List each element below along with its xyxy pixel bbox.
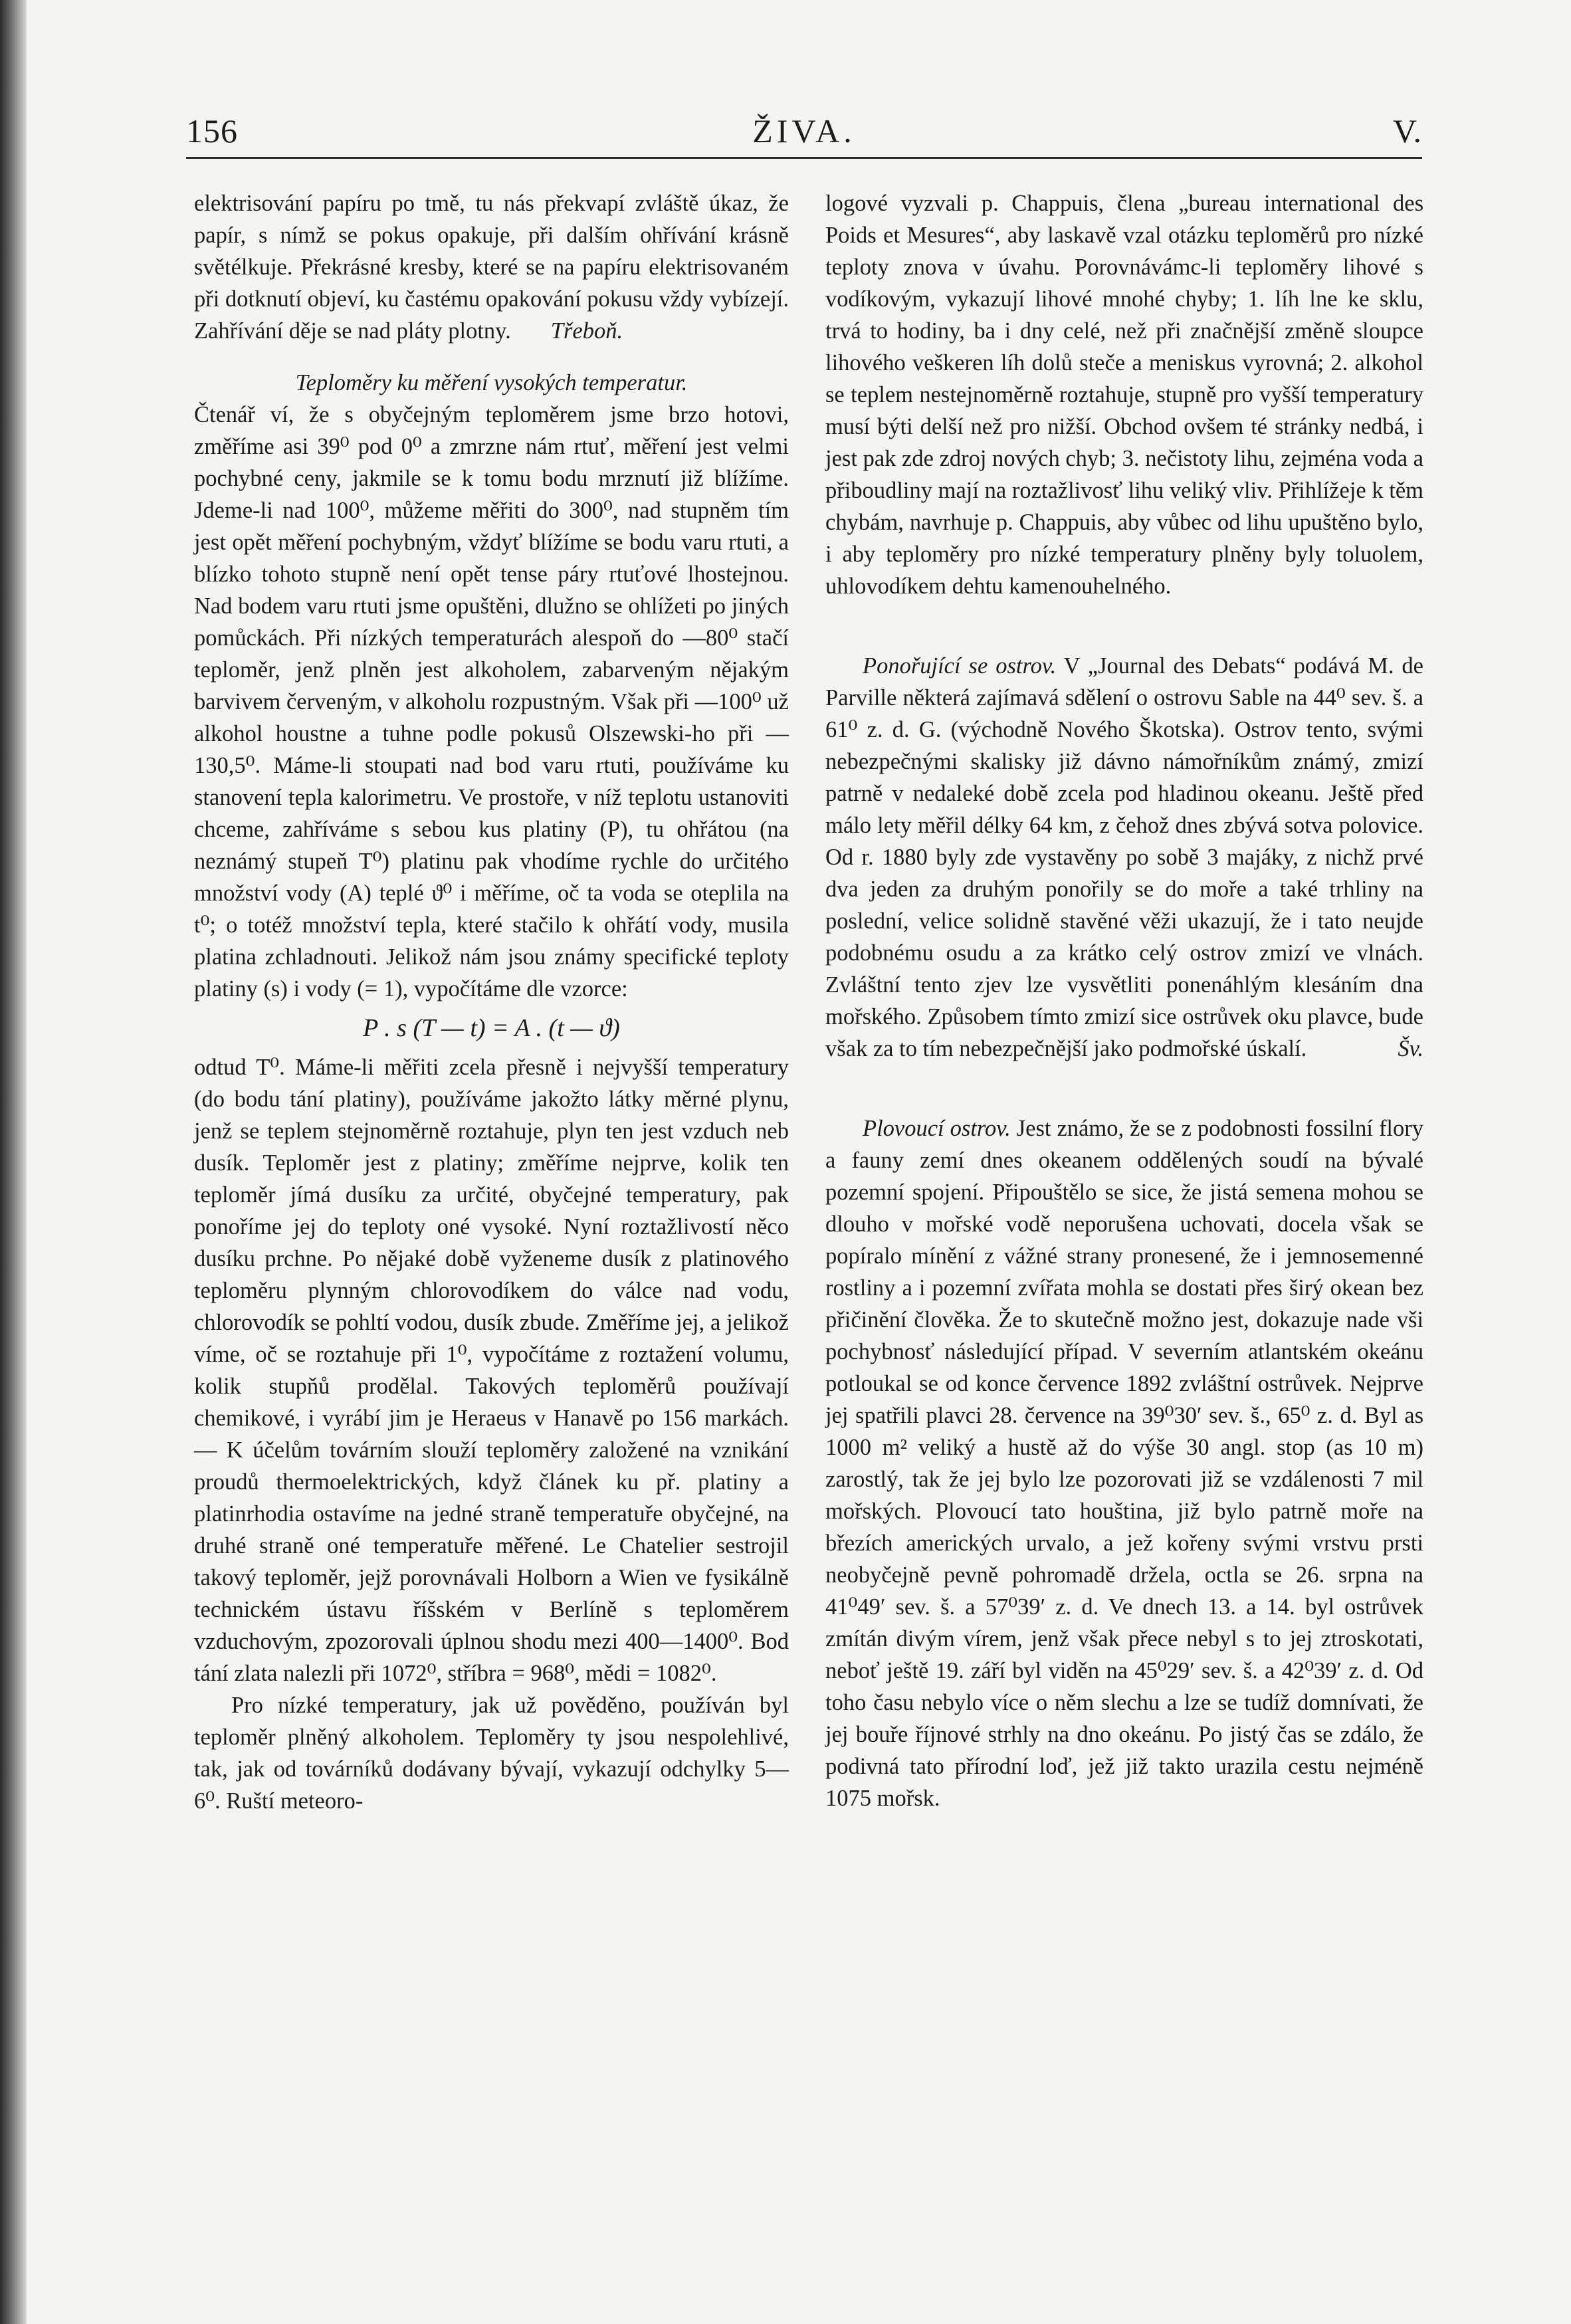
paragraph: Čtenář ví, že s obyčejným teploměrem jsme brzo hotovi, změříme asi 39⁰ pod 0⁰ a zmrzne nám rtuť, měření jest velmi pochybné ceny, jakmile se k tomu bodu mrznutí již blížíme. Jdeme-li nad 100⁰, můžeme měřiti do 300⁰, nad stupněm tím jest opět měření pochybným, vždyť blížíme se bodu varu rtuti, a blízko tohoto stupně není opět tense páry rtuťové lhostejnou. Nad bodem varu rtuti jsme opuštěni, dlužno se ohlížeti po jiných pomůckách. Při nízkých temperaturách alespoň do —80⁰ stačí teploměr, jenž plněn jest alkoholem, zabarveným nějakým barvivem červeným, v alkoholu rozpustným. Však při —100⁰ už alkohol houstne a tuhne podle pokusů Olszewski-ho při —130,5⁰. Máme-li stoupati nad bod varu rtuti, používáme ku stanovení tepla kalorimetru. Ve prostoře, v níž teplotu ustanoviti chceme, zahříváme s sebou kus platiny (P), tu ohřátou (na neznámý stupeň T⁰) platinu pak vhodíme rychle do určitého množství vody (A) teplé ϑ⁰ i měříme, oč ta voda se oteplila na t⁰; o totéž množství tepla, které stačilo k ohřátí vody, musila platina zchladnouti. Jelikož nám jsou známy specifické teploty platiny (s) i vody (= 1), vypočítáme dle vzorce: — [194, 402, 789, 1002]
section-runin-title: Ponořující se ostrov. — [863, 653, 1057, 679]
paragraph — [825, 650, 1423, 1065]
paragraph: logové vyzvali p. Chappuis, člena „bureau international des Poids et Mesures“, aby laskavě vzal otázku teploměrů pro nízké teploty znova v úvahu. Porovnávámc-li teploměry lihové s vodíkovým, vykazují lihové mnohé chyby; 1. líh lne ke sklu, trvá to hodiny, ba i dny celé, než při značnější změně sloupce lihového veškeren líh dolů steče a meniskus vyrovná; 2. alkohol se teplem nestejnoměrně roztahuje, stupně pro vyšší temperatury musí býti delší než pro nižší. Obchod ovšem té stránky nedbá, i jest pak zde zdroj nových chyb; 3. nečistoty lihu, zejména voda a přiboudliny mají na roztažlivosť lihu veliký vliv. Přihlížeje k těm chybám, navrhuje p. Chappuis, aby vůbec od lihu upuštěno bylo, i aby teploměry pro nízké temperatury plněny byly toluolem, uhlovodíkem dehtu kamenouhelného. — [825, 191, 1423, 599]
right-column — [825, 187, 1423, 1814]
journal-title: ŽIVA. — [752, 112, 856, 150]
paragraph — [194, 187, 789, 347]
paragraph: Pro nízké temperatury, jak už pověděno, používán byl teploměr plněný alkoholem. Teploměry ty jsou nespolehlivé, tak, jak od továrníků dodávany bývají, vykazují odchylky 5—6⁰. Ruští meteoro- — [194, 1693, 789, 1814]
page-number: 156 — [186, 112, 238, 150]
paragraph — [825, 1112, 1423, 1814]
header-rule — [186, 157, 1422, 159]
article-heading: Teploměry ku měření vysokých temperatur. — [295, 370, 688, 395]
scan-binding-edge — [0, 0, 27, 2324]
paragraph-text: V „Journal des Debats“ podává M. de Parville některá zajímavá sdělení o ostrovu Sable na 44⁰ sev. š. a 61⁰ z. d. G. (východně Nového Škotska). Ostrov tento, svými nebezpečnými skalisky již dávno námořníkům známý, zmizí patrně v nedaleké době zcela pod hladinou okeanu. Ještě před málo lety měřil délky 64 km, z čehož dnes zbývá sotva polovice. Od r. 1880 byly zde vystavěny po sobě 3 majáky, z nichž prvé dva jeden za druhým ponořily se do moře a také trhliny na poslední, velice solidně stavěné věži ukazují, že i tato neujde podobnému osudu a za krátko celý ostrov zmizí ve vlnách. Zvláštní tento zjev lze vysvětliti ponenáhlým klesáním dna mořského. Způsobem tímto zmizí sice ostrůvek oku plavce, bude však za to tím nebezpečnější jako podmořské úskalí. — [825, 653, 1423, 1061]
paragraph-text: Jest známo, že se z podobnosti fossilní flory a fauny zemí dnes okeanem oddělených soudí na bývalé pozemní spojení. Připouštělo se sice, že jistá semena mohou se dlouho v mořské vodě neporušena uchovati, docela však se popíralo mínění z vážné strany pronesené, že i jemnosemenné rostliny a i pozemní zvířata mohla se dostati přes širý okean bez přičinění člověka. Že to skutečně možno jest, dokazuje nade vši pochybnosť následující případ. V severním atlantském okeánu potloukal se od konce července 1892 zvláštní ostrůvek. Nejprve jej spatřili plavci 28. července na 39⁰30′ sev. š., 65⁰ z. d. Byl as 1000 m² veliký a hustě až do výše 30 angl. stop (as 10 m) zarostlý, tak že jej bylo lze pozorovati již se vzdálenosti 7 mil mořských. Plovoucí tato houština, již bylo patrně moře na březích amerických urvalo, a jež kořeny svými vrstvu prsti neobyčejně pevně pohromadě držela, octla se 26. srpna na 41⁰49′ sev. š. a 57⁰39′ z. d. Ve dnech 13. a 14. byl ostrůvek zmítán divým vírem, jenž však přece nebyl s to jej ztroskotati, neboť ještě 19. září byl viděn na 45⁰29′ sev. š. a 42⁰39′ z. d. Od toho času nebylo více o něm slechu a lze se tudíž domnívati, že jej bouře říjnové strhly na dno okeánu. Po jistý čas se zdálo, že podivná tato přírodní loď, jež již takto urazila cestu nejméně 1075 mořsk. — [825, 1116, 1424, 1811]
running-header — [186, 112, 1422, 158]
formula: P . s (T — t) = A . (t — ϑ) — [363, 1014, 620, 1042]
author-signature: Šv. — [1398, 1036, 1423, 1061]
section-runin-title: Plovoucí ostrov. — [863, 1116, 1011, 1141]
paragraph-text: elektrisování papíru po tmě, tu nás překvapí zvláště úkaz, že papír, s nímž se pokus opakuje, při dalším ohřívání krásně světélkuje. Překrásné kresby, které se na papíru elektrisovaném při dotknutí objeví, ku častému opakování pokusu vždy vybízejí. Zahřívání děje se nad pláty plotny. — [194, 191, 789, 344]
volume-number: V. — [1392, 112, 1422, 150]
author-signature: Třeboň. — [550, 318, 623, 344]
left-column — [194, 187, 789, 1817]
paragraph: odtud T⁰. Máme-li měřiti zcela přesně i nejvyšší temperatury (do bodu tání platiny), používáme jakožto látky měrné plynu, jenž se teplem stejnoměrně roztahuje, plyn ten jest vzduch neb dusík. Teploměr jest z platiny; změříme nejprve, kolik ten teploměr jímá dusíku za určité, obyčejné temperatury, pak ponoříme jej do teploty oné vysoké. Nyní roztažlivostí něco dusíku prchne. Po nějaké době vyženeme dusík z platinového teploměru plynným chlorovodíkem do válce nad vodu, chlorovodík se pohltí vodou, dusík zbude. Změříme jej, a jelikož víme, oč se roztahuje při 1⁰, vypočítáme z roztažení volumu, kolik stupňů prodělal. Takových teploměrů používají chemikové, i vyrábí jim je Heraeus v Hanavě po 156 markách. — K účelům továrním slouží teploměry založené na vznikání proudů thermoelektrických, když článek ku př. platiny a platinrhodia ostavíme na jedné straně temperatuře obyčejné, na druhé straně oné temperatuře měřené. Le Chatelier sestrojil takový teploměr, jejž porovnávali Holborn a Wien ve fysikálně technickém ústavu říšském v Berlíně s teploměrem vzduchovým, zpozorovali úplnou shodu mezi 400—1400⁰. Bod tání zlata nalezli při 1072⁰, stříbra = 968⁰, mědi = 1082⁰. — [194, 1055, 789, 1686]
